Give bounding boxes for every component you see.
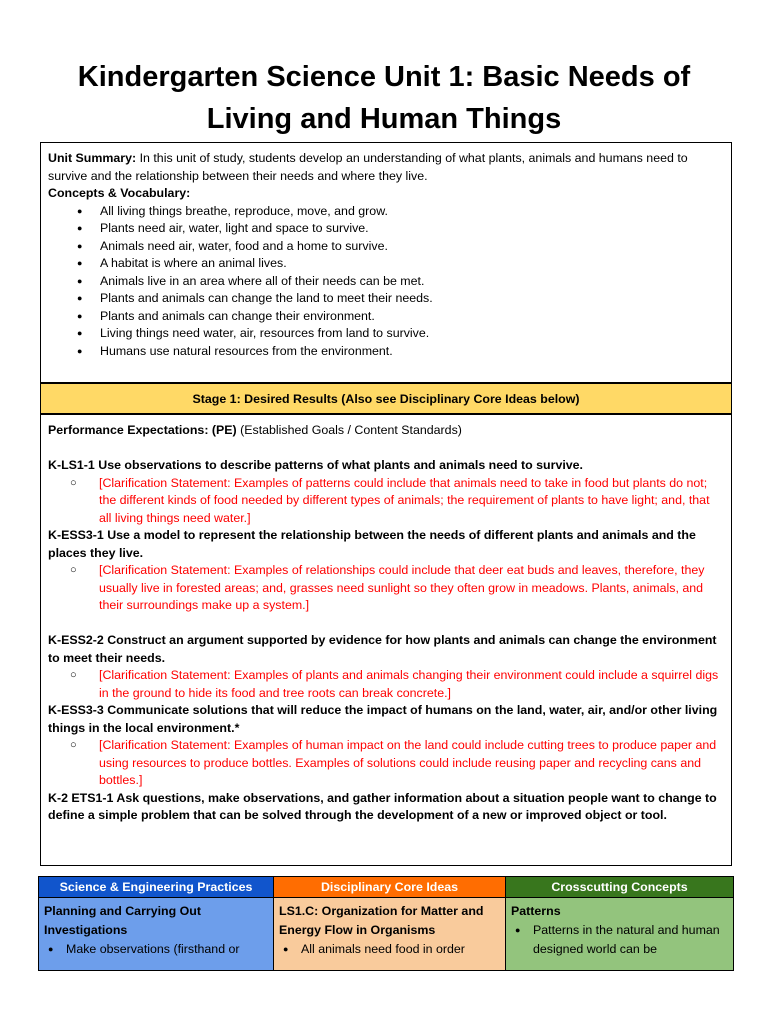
clarification-statement: ○ [Clarification Statement: Examples of relationships could include that deer eat buds and leaves, therefore, they usually live in forested areas; and, grasses need sunlight so they often grow in meadows. Plants, animals, and their surroundings make up a system.]: [70, 563, 705, 612]
unit-summary-label: Unit Summary:: [48, 151, 137, 165]
unit-summary: [48, 150, 724, 185]
list-item: ● Make observations (firsthand or: [66, 940, 268, 959]
list-item: ● All living things breathe, reproduce, move, and grow.: [100, 203, 724, 221]
list-item: ● Plants and animals can change the land to meet their needs.: [100, 290, 724, 308]
unit-summary-text: In this unit of study, students develop an understanding of what plants, animals and humans need to survive and the relationship between their needs and where they live.: [48, 151, 688, 183]
stage-header: Stage 1: Desired Results (Also see Disciplinary Core Ideas below): [40, 383, 732, 414]
list-item: ● Animals live in an area where all of their needs can be met.: [100, 273, 724, 291]
dci-title: LS1.C: Organization for Matter and Energy Flow in Organisms: [279, 904, 484, 937]
ccc-column: [506, 877, 733, 970]
pe-sub: (Established Goals / Content Standards): [236, 423, 462, 437]
list-item: ● Animals need air, water, food and a home to survive.: [100, 238, 724, 256]
ccc-header: Crosscutting Concepts: [506, 877, 733, 898]
title-line-1: Kindergarten Science Unit 1: Basic Needs of: [77, 61, 691, 93]
clarification-statement: ○ [Clarification Statement: Examples of human impact on the land could include cutting trees to produce paper and using resources to produce bottles. Examples of solutions could include reusing paper and recycling cans and bottles.]: [70, 738, 717, 787]
sep-header: Science & Engineering Practices: [39, 877, 273, 898]
list-item: ● Patterns in the natural and human designed world can be: [533, 921, 728, 959]
standard-code: K-ESS3-3 Communicate solutions that will reduce the impact of humans on the land, water, air, and/or other living things in the local environment.*: [48, 703, 718, 735]
clarification-statement: ○ [Clarification Statement: Examples of plants and animals changing their environment could include a squirrel digs in the ground to hide its food and tree roots can break concrete.]: [70, 668, 719, 700]
vocab-label: Concepts & Vocabulary:: [48, 186, 191, 200]
vocab-list: [48, 203, 724, 361]
unit-summary-box: [40, 142, 732, 383]
list-item: ● Humans use natural resources from the environment.: [100, 343, 724, 361]
sep-column: [39, 877, 274, 970]
dci-column: [274, 877, 506, 970]
standard-code: K-2 ETS1-1 Ask questions, make observations, and gather information about a situation people want to change to define a simple problem that can be solved through the development of a new or improved object or tool.: [48, 790, 717, 822]
ccc-body: [506, 898, 733, 970]
three-dimension-table: [38, 876, 734, 971]
ccc-title: Patterns: [511, 904, 561, 918]
list-item: ● All animals need food in order: [301, 940, 500, 959]
standard-code: K-LS1-1 Use observations to describe patterns of what plants and animals need to survive.: [48, 458, 583, 472]
standard-code: K-ESS3-1 Use a model to represent the relationship between the needs of different plants and animals and the places they live.: [48, 528, 696, 560]
sep-title: Planning and Carrying Out Investigations: [44, 904, 201, 937]
dci-header: Disciplinary Core Ideas: [274, 877, 505, 898]
dci-body: [274, 898, 505, 970]
performance-expectations-box: [40, 414, 732, 866]
list-item: ● A habitat is where an animal lives.: [100, 255, 724, 273]
title-line-2: Living and Human Things: [206, 103, 562, 135]
list-item: ● Plants need air, water, light and space to survive.: [100, 220, 724, 238]
sep-body: [39, 898, 273, 970]
list-item: ● Living things need water, air, resources from land to survive.: [100, 325, 724, 343]
pe-label: Performance Expectations: (PE): [48, 423, 237, 437]
clarification-statement: ○ [Clarification Statement: Examples of patterns could include that animals need to take in food but plants do not; the different kinds of food needed by different types of animals; the requirement of plants to have light; and, that all living things need water.]: [70, 475, 710, 525]
pe-heading: [48, 422, 724, 440]
list-item: ● Plants and animals can change their environment.: [100, 308, 724, 326]
standard-code: K-ESS2-2 Construct an argument supported by evidence for how plants and animals can change the environment to meet their needs.: [48, 633, 717, 665]
page-title: [0, 56, 768, 140]
